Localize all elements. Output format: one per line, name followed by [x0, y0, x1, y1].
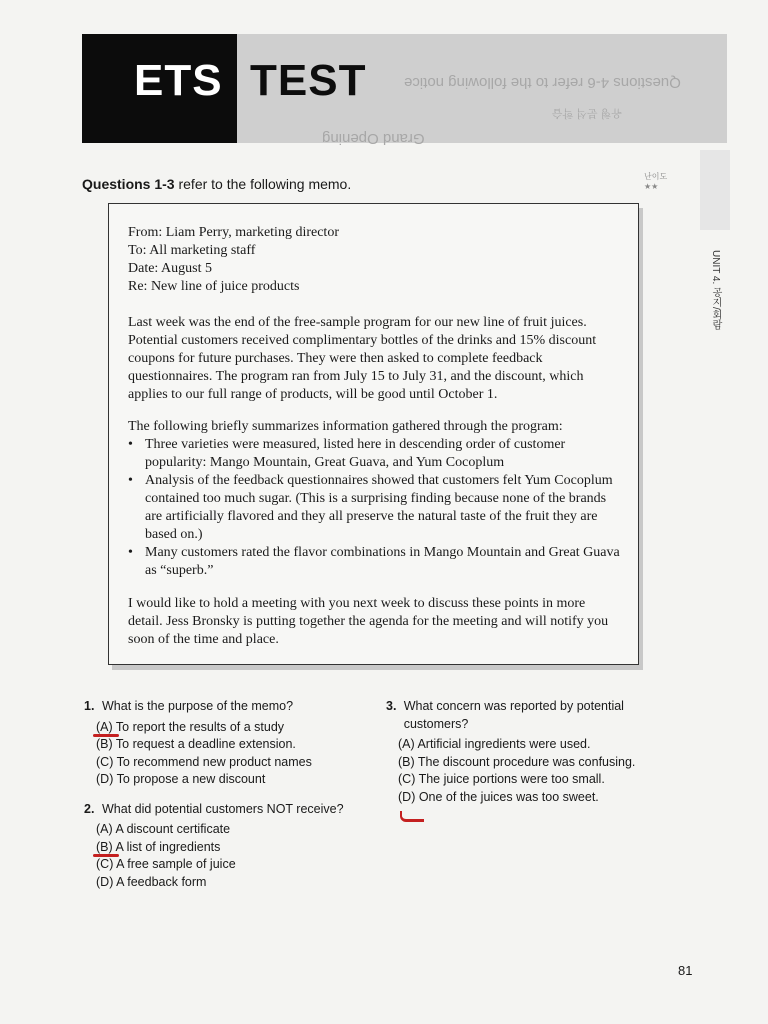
option-d[interactable]: (D) A feedback form [96, 874, 207, 889]
memo-paragraph-3: I would like to hold a meeting with you next week to discuss these points in more detail. Jess Bronsky is putting together the agenda for the meeting and will notify you soon of the time and place. [128, 596, 609, 647]
memo-from: From: Liam Perry, marketing director [128, 225, 339, 240]
bullet-mark: • [128, 437, 133, 452]
question-number: 3. [386, 699, 397, 713]
title-banner [82, 34, 727, 147]
question-text: What did potential customers NOT receive? [102, 801, 344, 816]
question-set-header [82, 176, 351, 192]
bleed-through-text-3: Grand Opening [322, 130, 425, 147]
pen-check-mark [400, 811, 424, 822]
memo-bullet-text: Analysis of the feedback questionnaires showed that customers felt Yum Cocoplum contained too much sugar. (This is a surprising finding because none of the brands are artificially flavored and they all preserve the natural taste of the fruit they are based on.) [145, 473, 613, 542]
question-text: What is the purpose of the memo? [102, 699, 294, 713]
question-range: Questions 1-3 [82, 176, 175, 192]
option-b[interactable]: (B) A list of ingredients [96, 839, 374, 857]
question-number: 1. [84, 699, 95, 713]
bullet-mark: • [128, 473, 133, 488]
difficulty-label: 난이도 ★★ [644, 172, 668, 191]
question-header-rest: refer to the following memo. [174, 176, 352, 192]
memo-summary-intro: The following briefly summarizes information gathered through the program: [128, 419, 563, 434]
option-c[interactable]: (C) A free sample of juice [96, 857, 236, 871]
question-2 [84, 801, 374, 892]
pen-underline-mark [93, 734, 119, 737]
banner-test: TEST [250, 56, 367, 105]
memo-bullet [128, 472, 623, 544]
memo-header [128, 224, 339, 296]
option-b[interactable]: (B) The discount procedure was confusing. [398, 754, 636, 769]
memo-box [108, 203, 639, 665]
option-a[interactable]: (A) A discount certificate [96, 822, 231, 836]
option-c[interactable]: (C) To recommend new product names [96, 754, 312, 769]
bullet-mark: • [128, 545, 133, 560]
bleed-through-text-1: Questions 4-6 refer to the following notice [404, 74, 681, 91]
option-c[interactable]: (C) The juice portions were too small. [398, 772, 605, 786]
side-tab [700, 150, 730, 230]
memo-bullet [128, 436, 623, 472]
question-3 [386, 698, 686, 806]
questions-right-column [386, 698, 686, 806]
memo-date: Date: August 5 [128, 261, 212, 276]
memo-re: Re: New line of juice products [128, 279, 300, 294]
question-number: 2. [84, 801, 95, 816]
bleed-through-text-2: 유형 분석 학습 [552, 107, 622, 119]
memo-bullet-text: Many customers rated the flavor combinations in Mango Mountain and Great Guava as “superb.” [145, 545, 620, 578]
pen-underline-mark [93, 854, 119, 857]
banner-ets: ETS [134, 56, 223, 105]
memo-paragraph-1: Last week was the end of the free-sample program for our new line of fruit juices. Potential customers received complimentary bottles of the drinks and 15% discount coupons for future purchases. They were then asked to complete feedback questionnaires. The program ran from July 15 to July 31, and the discount, which applies to our full range of products, will be good until October 1. [128, 315, 597, 402]
option-b[interactable]: (B) To request a deadline extension. [96, 737, 296, 751]
question-1 [84, 698, 374, 789]
memo-bullet-text: Three varieties were measured, listed here in descending order of customer popularity: Mango Mountain, Great Guava, and Yum Cocoplum [145, 437, 566, 470]
option-a[interactable]: (A) Artificial ingredients were used. [398, 737, 591, 751]
memo-paragraph-2 [128, 418, 623, 580]
unit-label: UNIT 4. 공지/회람 [710, 250, 721, 330]
memo-bullet [128, 544, 623, 580]
page-number: 81 [678, 963, 693, 978]
option-d[interactable]: (D) To propose a new discount [96, 772, 266, 786]
option-d[interactable]: (D) One of the juices was too sweet. [398, 789, 599, 804]
option-a[interactable]: (A) To report the results of a study [96, 719, 374, 737]
memo-to: To: All marketing staff [128, 243, 256, 258]
questions-left-column [84, 698, 374, 891]
question-text: What concern was reported by potential customers? [403, 699, 624, 731]
